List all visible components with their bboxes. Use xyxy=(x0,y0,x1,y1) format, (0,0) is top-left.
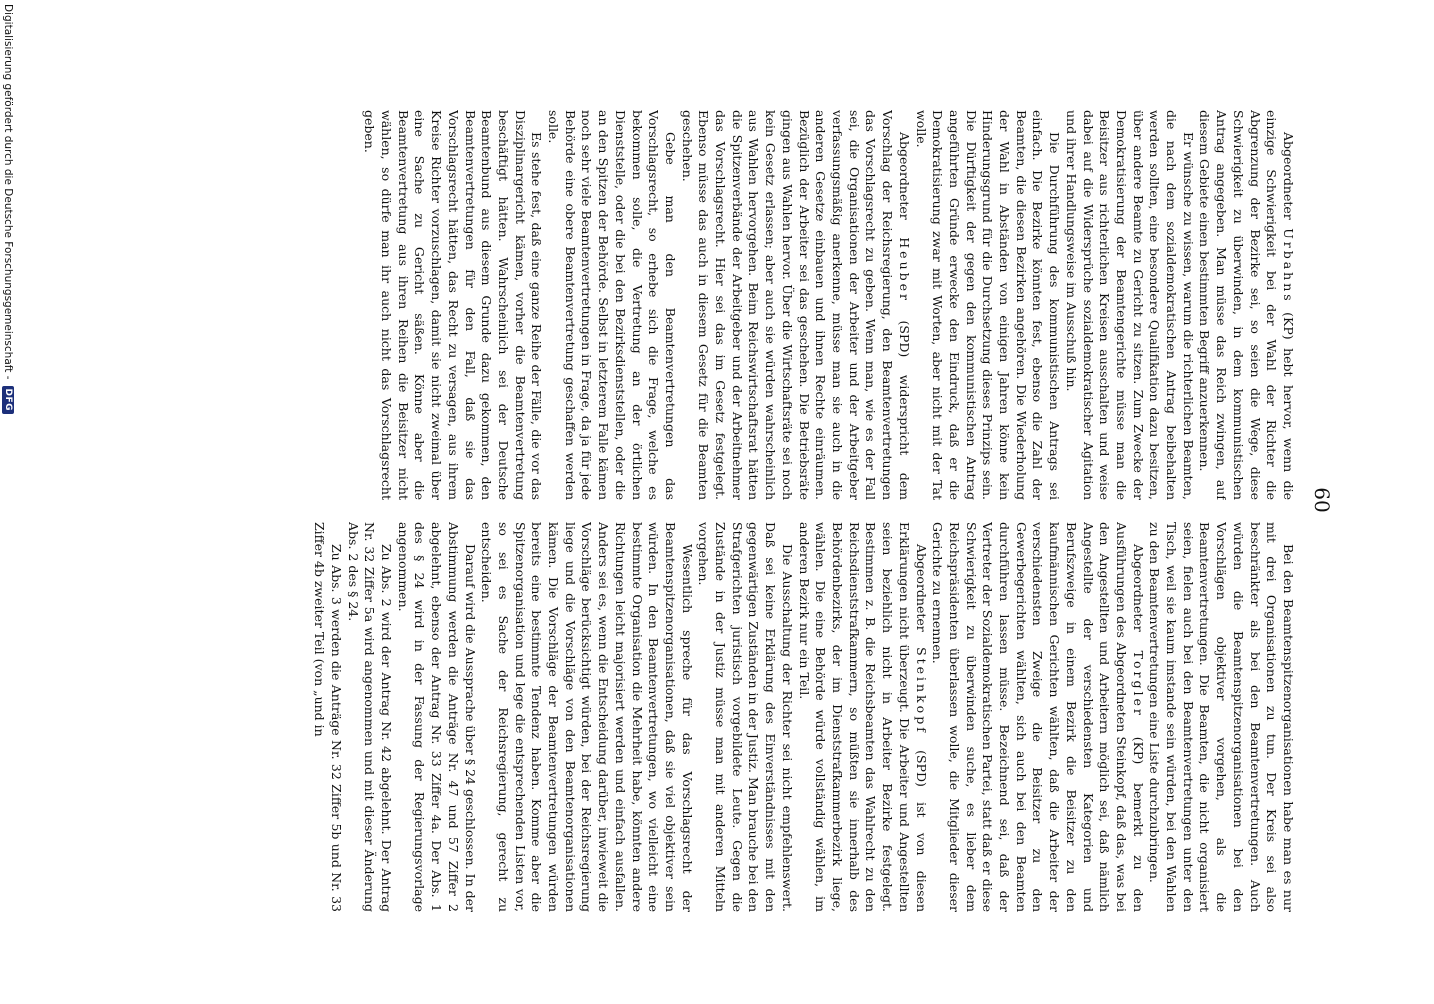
speaker-name: Torgler xyxy=(1130,650,1146,718)
paragraph xyxy=(678,110,912,500)
paragraph xyxy=(394,522,478,912)
speaker-name: Urbahns xyxy=(1281,228,1296,304)
paragraph-text: Es stehe fest, daß eine ganze Reihe der Fälle, die vor das Disziplinargericht kämen, vorher die Beamtenvertretung beschäftigt hätten. Wahrscheinlich sei der Deutsche Beamtenbund aus diesem Grunde dazu gekommen, den Beamtenvertretungen für den Fall, daß sie das Vorschlagsrecht hätten, das Recht zu versagen, aus ihrem Kreise Richter vorzuschlagen, damit sie nicht zweimal über eine Sache zu Gericht säßen. Könne aber die Beamtenvertretung aus ihren Reihen die Beisitzer nicht wählen, so dürfe man ihr auch nicht das Vorschlagsrecht geben. xyxy=(362,110,545,500)
paragraph xyxy=(795,522,929,912)
text-column-left xyxy=(146,110,1296,500)
digitization-footer xyxy=(0,0,16,1004)
footer-attribution: Digitalisierung gefördert durch die Deutsche Forschungsgemeinschaft - xyxy=(2,4,14,380)
speaker-name: Steinkopf xyxy=(913,647,929,735)
paragraph-text: (KP) bemerkt zu den Ausführungen des Abgeordneten Steinkopf, daß das, was bei den Angestellten und Arbeitern möglich sei, daß nämlich Angestellte der verschiedensten Kategorien und Berufszweige in einem Bezirk die Beisitzer zu den kaufmännischen Gerichten wählten, daß die Arbeiter der verschiedensten Zweige die Beisitzer zu den Gewerbegerichten wählten, sich auch bei den Beamten durchführen lassen müsse. Bezeichnend sei, daß der Vertreter der Sozialdemokratischen Partei, statt daß er diese Schwierigkeit zu überwinden suche, es lieber dem Reichspräsidenten überlassen wolle, die Mitglieder dieser Gerichte zu ernennen. xyxy=(930,522,1146,912)
paragraph-text: (SPD) widerspricht dem Vorschlag der Reichsregierung, den Beamtenvertretungen das Vorschlagsrecht zu geben. Wenn man, wie es der Fall sei, die Organisationen der Arbeiter und der Arbeitgeber verfassungsmäßig anerkenne, müsse man sie auch in die anderen Gesetze einbauen und ihnen Rechte einräumen. Bezüglich der Arbeiter sei das geschehen. Die Betriebsräte gingen aus Wahlen hervor. Über die Wirtschaftsräte sei noch kein Gesetz erlassen; aber auch sie würden wahrscheinlich aus Wahlen hervorgehen. Beim Reichswirtschaftsrat hätten die Spitzenverbände der Arbeitgeber und der Arbeitnehmer das Vorschlagsrecht. Hier sei das im Gesetz festgelegt. Ebenso müsse das auch in diesem Gesetz für die Beamten geschehen. xyxy=(679,110,912,500)
paragraph-text: Die Ausschaltung der Richter sei nicht empfehlenswert. Daß sei keine Erklärung des Einverständnisses mit den gegenwärtigen Zuständen in der Justiz. Man brauche bei den Strafgerichten juristisch vorgebildete Leute. Gegen die Zustände in der Justiz müsse man mit anderen Mitteln vorgehen. xyxy=(696,522,795,912)
paragraph-text: Zu Abs. 3 werden die Anträge Nr. 32 Ziffer 5b und Nr. 33 Ziffer 4b zweiter Teil (von „und in xyxy=(312,522,344,912)
paragraph-text: Gebe man den Beamtenvertretungen das Vorschlagsrecht, so erhebe sich die Frage, welche es bekommen solle, die Vertretung an der örtlichen Dienststelle, oder die bei den Bezirksdienststellen, oder die an den Spitzen der Behörde. Selbst in letzterem Falle kämen noch sehr viele Beamtenvertretungen in Frage, da ja für jede Behörde eine obere Beamtenvertretung geschaffen werden solle. xyxy=(546,110,678,500)
paragraph xyxy=(929,522,1146,912)
paragraph xyxy=(912,110,1062,500)
paragraph-text: Die Durchführung des kommunistischen Antrags sei einfach. Die Bezirke könnten fest, ebenso die Zahl der Beamten, die diesen Bezirken angehören. Die Wiederholung der Wahl in Abständen von einigen Jahren könne kein Hinderungsgrund für die Durchsetzung dieses Prinzips sein. Die Dürftigkeit der gegen den kommunistischen Antrag angeführten Gründe erwecke den Eindruck, daß er die Demokratisierung zwar mit Worten, aber nicht mit der Tat wolle. xyxy=(913,110,1063,500)
paragraph xyxy=(1196,110,1296,500)
paragraph-text: Zu Abs. 2 wird der Antrag Nr. 42 abgelehnt. Der Antrag Nr. 32 Ziffer 5a wird angenommen und mit dieser Änderung Abs. 2 des § 24. xyxy=(345,522,395,912)
paragraph xyxy=(361,110,545,500)
paragraph xyxy=(311,522,344,912)
page-number: 60 xyxy=(1310,487,1334,513)
paragraph-lead: Abgeordneter xyxy=(1130,544,1146,651)
paragraph xyxy=(695,522,795,912)
paragraph xyxy=(1062,110,1196,500)
paragraph-text: (SPD) ist von diesen Erklärungen nicht überzeugt. Die Arbeiter und Angestellten seien beziehlich nicht in Arbeiter Bezirke festgelegt. Bestimmen z. B. die Reichsbeamten das Wahlrecht zu den Reichsdienststrafkammern, so müßten sie innerhalb des Behördenbezirks, der im Dienststrafkammerbezirk liege, wählen. Die eine Behörde würde vollständig wählen, im anderen Bezirk nur ein Teil. xyxy=(796,522,929,912)
paragraph-lead: Abgeordneter xyxy=(896,132,912,238)
paragraph xyxy=(1146,522,1296,912)
paragraph-text: Er wünsche zu wissen, warum die richterlichen Beamten, die nach dem sozialdemokratischen Antrag beibehalten werden sollten, eine besondere Qualifikation dazu besitzen, über andere Beamte zu Gericht zu sitzen. Zum Zwecke der Demokratisierung der Beamtengerichte müsse man die Beisitzer aus richterlichen Kreisen ausschalten und weise dabei auf die Widersprüche sozialdemokratischer Agitation und ihrer Handlungsweise im Ausschuß hin. xyxy=(1063,110,1196,500)
paragraph-text: Bei den Beamtenspitzenorganisationen habe man es nur mit drei Organisationen zu tun. Der Kreis sei also beschränkter als bei den Beamtenvertretungen. Auch würden die Beamtenspitzenorganisationen bei den Vorschlägen objektiver vorgehen, als die Beamtenvertretungen. Die Beamten, die nicht organisiert seien, fielen auch bei den Beamtenvertretungen unter den Tisch, weil sie kaum imstande sein würden, bei den Wahlen zu den Beamtenvertretungen eine Liste durchzubringen. xyxy=(1147,522,1296,912)
paragraph-lead: Abgeordneter xyxy=(1281,132,1296,229)
dfg-logo: DFG xyxy=(2,386,14,415)
text-column-right xyxy=(146,522,1296,912)
paragraph-text: (KP) hebt hervor, wenn die einzige Schwierigkeit bei der Wahl der Richter die Abgrenzung der Bezirke sei, so seien die Wege, diese Schwierigkeit zu überwinden, in dem kommunistischen Antrag angegeben. Man müsse das Reich zwingen, auf diesem Gebiete einen bestimmten Begriff anzuerkennen. xyxy=(1197,110,1296,500)
paragraph xyxy=(478,522,695,912)
paragraph-text: Darauf wird die Aussprache über § 24 geschlossen. In der Abstimmung werden die Anträge Nr. 47 und 57 Ziffer 2 abgelehnt, ebenso der Antrag Nr. 33 Ziffer 4a. Der Abs. 1 des § 24 wird in der Fassung der Regierungsvorlage angenommen. xyxy=(395,522,478,912)
paragraph-text: Wesentlich spreche für das Vorschlagsrecht der Beamtenspitzenorganisationen, daß sie viel objektiver sein würden. In den Beamtenvertretungen, wo vielleicht eine bestimmte Organisation die Mehrheit habe, könnten andere Richtungen leicht majorisiert werden und einfach ausfallen. Anders sei es, wenn die Entscheidung darüber, inwieweit die Vorschläge berücksichtigt würden, bei der Reichsregierung liege und die Vorschläge von den Beamtenorganisationen kämen. Die Vorschläge der Beamtenvertretungen würden bereits eine bestimmte Tendenz haben. Komme aber die Spitzenorganisation und lege die entsprechenden Listen vor, so sei es Sache der Reichsregierung, gerecht zu entscheiden. xyxy=(479,522,695,912)
paragraph xyxy=(344,522,394,912)
paragraph-lead: Abgeordneter xyxy=(913,544,929,648)
speaker-name: Heuber xyxy=(896,237,912,303)
paragraph xyxy=(544,110,678,500)
